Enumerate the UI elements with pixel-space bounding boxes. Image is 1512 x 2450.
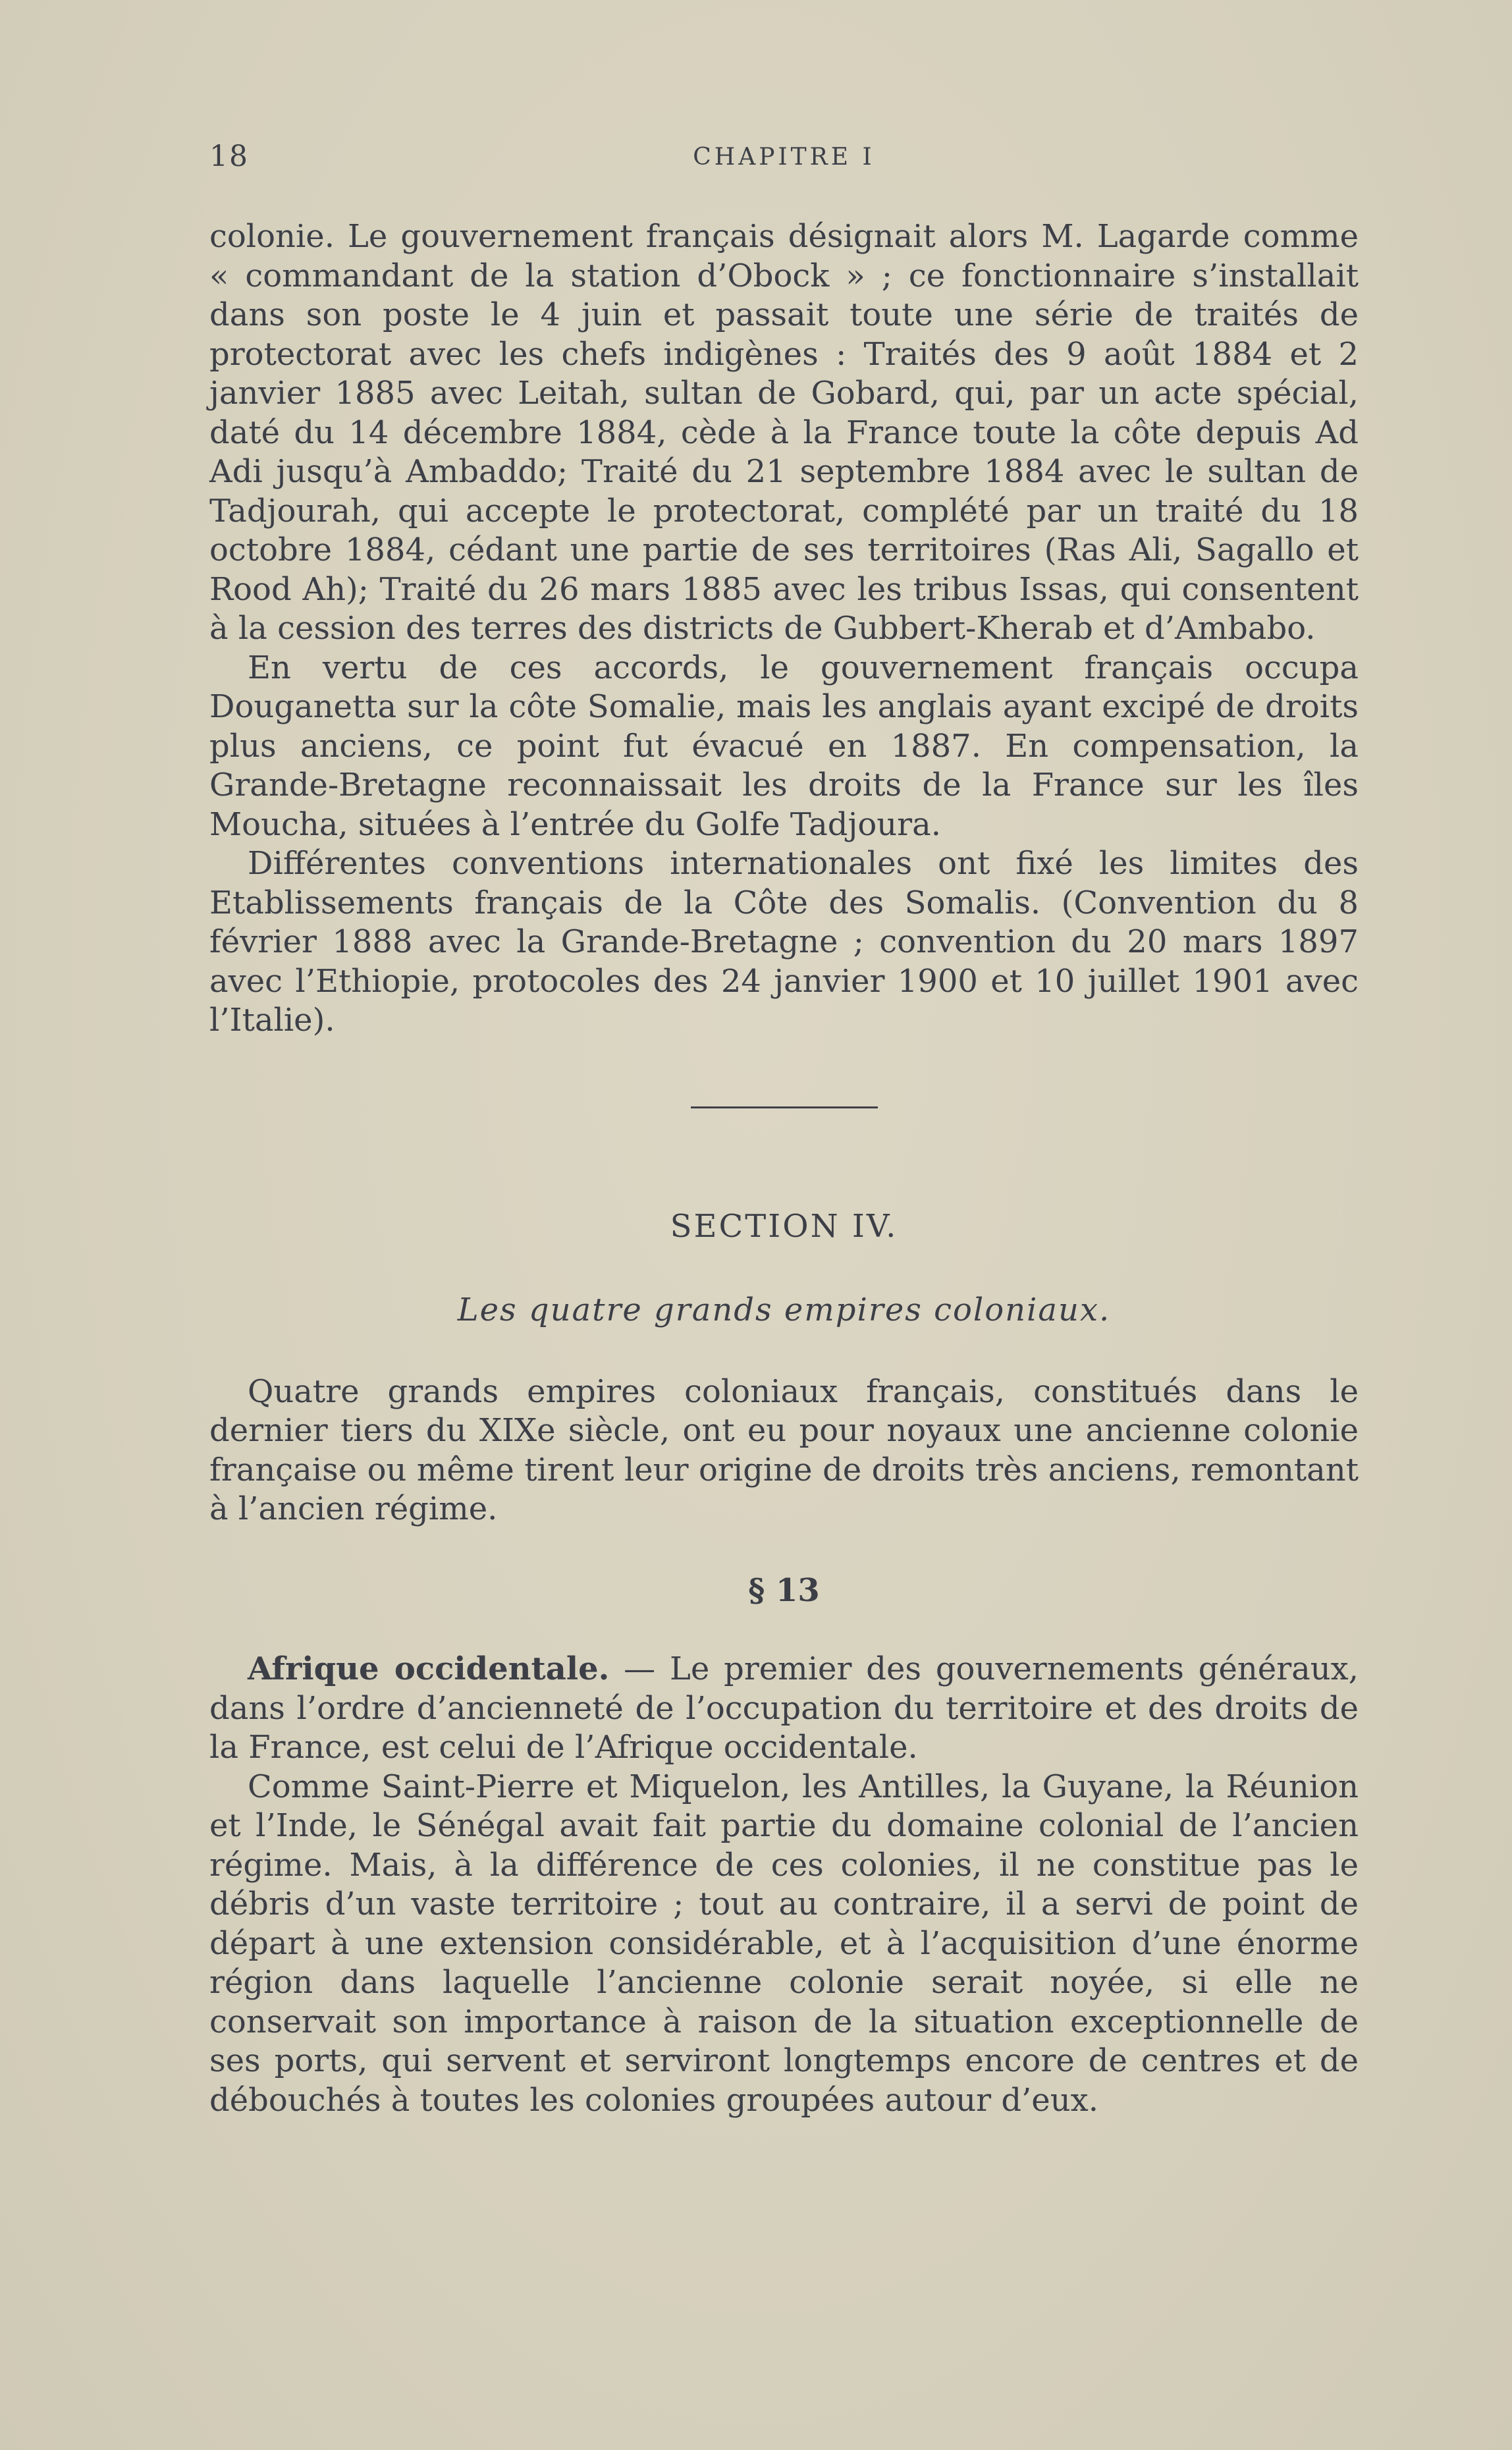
section-title: SECTION IV. bbox=[670, 1207, 898, 1245]
paragraph-obock: colonie. Le gouvernement français désignait alors M. Lagarde comme « commandant de la station d’Obock » ; ce fonctionnaire s’installait dans son poste le 4 juin et passait toute une série de traités de protectorat avec les chefs indigènes : Traités des 9 août 1884 et 2 janvier 1885 avec Leitah, sultan de Gobard, qui, par un acte spécial, daté du 14 décembre 1884, cède à la France toute la côte depuis Ad Adi jusqu’à Ambaddo; Traité du 21 septembre 1884 avec le sultan de Tadjourah, qui accepte le protectorat, complété par un traité du 18 octobre 1884, cédant une partie de ses territoires (Ras Ali, Sagallo et Rood Ah); Traité du 26 mars 1885 avec les tribus Issas, qui consentent à la cession des terres des districts de Gubbert-Kherab et d’Ambabo. bbox=[209, 218, 1359, 647]
paragraph-conventions: Différentes conventions internationales ont fixé les limites des Etablissements français de la Côte des Somalis. (Convention du 8 février 1888 avec la Grande-Bretagne ; convention du 20 mars 1897 avec l’Ethiopie, protocoles des 24 janvier 1900 et 10 juillet 1901 avec l’Italie). bbox=[209, 845, 1359, 1039]
page-number: 18 bbox=[209, 140, 249, 173]
paragraph-senegal: Comme Saint-Pierre et Miquelon, les Antilles, la Guyane, la Réunion et l’Inde, le Sénégal avait fait partie du domaine colonial de l’ancien régime. Mais, à la différence de ces colonies, il ne constitue pas le débris d’un vaste territoire ; tout au contraire, il a servi de point de départ à une extension considérable, et à l’acquisition d’une énorme région dans laquelle l’ancienne colonie serait noyée, si elle ne conservait son importance à raison de la situation exceptionnelle de ses ports, qui servent et serviront longtemps encore de centres et de débouchés à toutes les colonies groupées autour d’eux. bbox=[209, 1768, 1359, 2119]
section-divider-rule bbox=[691, 1106, 878, 1108]
running-head: CHAPITRE I bbox=[693, 144, 875, 171]
section-intro: Quatre grands empires coloniaux français, constitués dans le dernier tiers du XIXe siècle, ont eu pour noyaux une ancienne colonie française ou même tirent leur origine de droits très anciens, remontant à l’ancien régime. bbox=[209, 1373, 1359, 1527]
section-subtitle: Les quatre grands empires coloniaux. bbox=[457, 1292, 1111, 1328]
paragraph-afrique-occidentale bbox=[209, 1650, 1359, 1768]
body-text bbox=[209, 217, 1359, 2120]
page-header bbox=[209, 140, 1359, 179]
paragraph-number: § 13 bbox=[748, 1571, 820, 1609]
paragraph-lead-text: — Le premier des gouvernements généraux, dans l’ordre d’ancienneté de l’occupation du territoire et des droits de la France, est celui de l’Afrique occidentale. bbox=[209, 1650, 1359, 1766]
paragraph-lead: Afrique occidentale. bbox=[248, 1650, 610, 1687]
paragraph-douganetta: En vertu de ces accords, le gouvernement français occupa Douganetta sur la côte Somalie, mais les anglais ayant excipé de droits plus anciens, ce point fut évacué en 1887. En compensation, la Grande-Bretagne reconnaissait les droits de la France sur les îles Moucha, situées à l’entrée du Golfe Tadjoura. bbox=[209, 649, 1359, 843]
